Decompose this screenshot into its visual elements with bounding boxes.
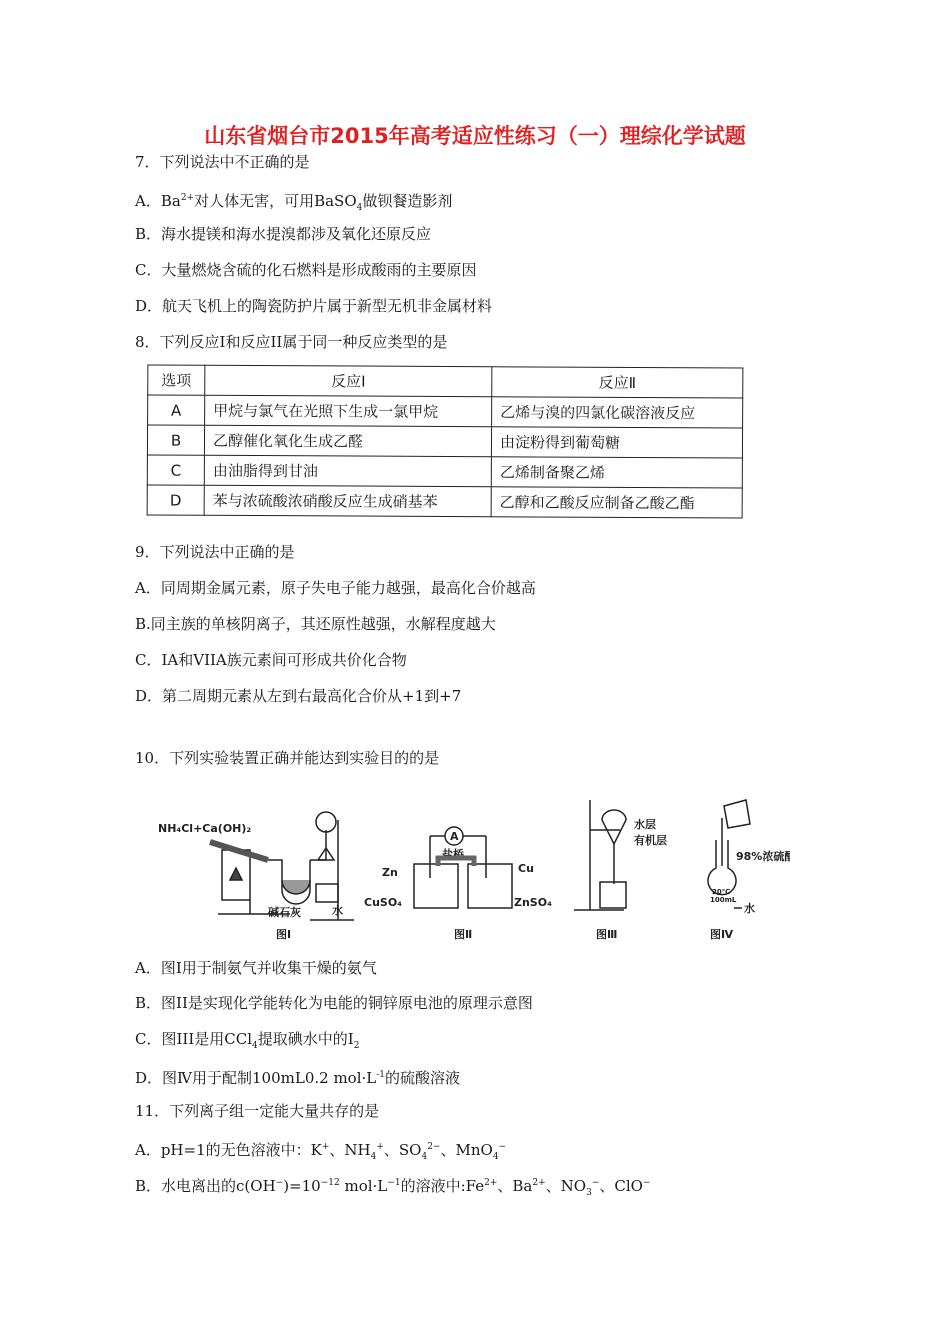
question-7-option-a: A．$Ba^{2+}$对人体无害，可用BaSO$_4$做钡餐造影剂	[135, 192, 453, 213]
question-11-stem: 11．下列离子组一定能大量共存的是	[135, 1102, 380, 1120]
figure-1-reagent-label: NH₄Cl+Ca(OH)₂	[158, 822, 252, 835]
question-9-option-b: B.同主族的单核阴离子，其还原性越强，水解程度越大	[135, 615, 496, 633]
question-10-option-a: A．图I用于制氨气并收集干燥的氨气	[135, 959, 377, 977]
figure-2-right-solution: ZnSO₄	[514, 896, 552, 909]
figure-1-caption: 图Ⅰ	[276, 928, 292, 941]
figure-2-caption: 图Ⅱ	[454, 928, 473, 941]
reaction-table	[147, 364, 744, 518]
table-row	[147, 485, 742, 518]
figure-4-flask-volume: 100mL	[710, 896, 737, 904]
figure-2-ammeter-label: A	[450, 830, 459, 843]
question-10-stem: 10．下列实验装置正确并能达到实验目的的是	[135, 749, 440, 767]
table-cell: 苯与浓硫酸浓硝酸反应生成硝基苯	[204, 485, 491, 517]
figure-1-ammonia-apparatus	[158, 812, 354, 941]
question-10-option-b: B．图II是实现化学能转化为电能的铜锌原电池的原理示意图	[135, 994, 533, 1012]
table-cell: 乙醇催化氧化生成乙醛	[204, 425, 491, 457]
table-cell: B	[147, 425, 204, 455]
figure-4-water-label: 水	[744, 902, 755, 915]
question-10-option-d: D．图Ⅳ用于配制100mL0.2 $mol\cdot L^{-1}$的硫酸溶液	[135, 1069, 461, 1087]
table-cell: 甲烷与氯气在光照下生成一氯甲烷	[205, 395, 492, 427]
table-header-row	[148, 365, 743, 398]
figure-4-volumetric-flask	[708, 800, 790, 941]
figure-2-zn-label: Zn	[382, 866, 398, 879]
table-cell: 乙醇和乙酸反应制备乙酸乙酯	[491, 487, 742, 518]
question-7-option-d: D．航天飞机上的陶瓷防护片属于新型无机非金属材料	[135, 297, 493, 315]
figure-1-water-label: 水	[332, 904, 343, 917]
apparatus-figures	[150, 790, 790, 950]
table-header: 反应Ⅱ	[492, 367, 743, 398]
table-cell: 乙烯与溴的四氯化碳溶液反应	[492, 397, 743, 428]
question-7-option-b: B．海水提镁和海水提溴都涉及氧化还原反应	[135, 225, 432, 243]
table-cell: D	[147, 485, 204, 515]
figure-1-lime-label: 碱石灰	[268, 906, 301, 919]
table-cell: C	[147, 455, 204, 485]
question-9-stem: 9．下列说法中正确的是	[135, 543, 295, 561]
question-7-stem: 7．下列说法中不正确的是	[135, 153, 310, 171]
table-cell: A	[148, 395, 205, 425]
figure-4-acid-label: 98%浓硫酸	[736, 850, 790, 863]
question-9-option-d: D．第二周期元素从左到右最高化合价从+1到+7	[135, 687, 462, 705]
table-cell: 由油脂得到甘油	[204, 455, 491, 487]
table-header: 反应Ⅰ	[205, 365, 492, 397]
table-row	[148, 395, 743, 428]
figure-2-salt-bridge-label: 盐桥	[442, 848, 464, 861]
question-7-option-c: C．大量燃烧含硫的化石燃料是形成酸雨的主要原因	[135, 261, 477, 279]
table-header: 选项	[148, 365, 205, 395]
question-9-option-a: A．同周期金属元素，原子失电子能力越强，最高化合价越高	[135, 579, 536, 597]
table-cell: 乙烯制备聚乙烯	[491, 457, 742, 488]
figure-3-separatory-funnel	[574, 800, 667, 941]
figure-3-caption: 图Ⅲ	[596, 928, 618, 941]
figure-3-water-layer-label: 水层	[634, 818, 656, 831]
table-cell: 由淀粉得到葡萄糖	[491, 427, 742, 458]
question-11-option-a: A．pH=1的无色溶液中：K+、$NH_4^+$、$SO_4^{2-}$、MnO$_4$−	[135, 1141, 507, 1162]
question-10-option-c: C．图III是用CCl$_4$提取碘水中的$I_2$	[135, 1030, 360, 1051]
question-9-option-c: C．IA和VIIA族元素间可形成共价化合物	[135, 651, 407, 669]
figure-2-cu-label: Cu	[518, 862, 534, 875]
question-11-option-b: B．水电离出的$c(OH^-)=10^{-12}$ $mol\cdot L^{-1}$的溶液中$:Fe^{2+}$、$Ba^{2+}$、$NO_3^-$、ClO−	[135, 1177, 651, 1198]
table-row	[147, 455, 742, 488]
figure-2-left-solution: CuSO₄	[364, 896, 402, 909]
figure-4-flask-temp: 20℃	[712, 888, 731, 896]
figure-4-caption: 图Ⅳ	[710, 928, 734, 941]
table-row	[147, 425, 742, 458]
page-title: 山东省烟台市2015年高考适应性练习（一）理综化学试题	[204, 124, 746, 148]
figure-3-organic-layer-label: 有机层	[634, 834, 667, 847]
question-8-stem: 8．下列反应I和反应II属于同一种反应类型的是	[135, 333, 448, 351]
figure-2-galvanic-cell	[364, 827, 552, 941]
